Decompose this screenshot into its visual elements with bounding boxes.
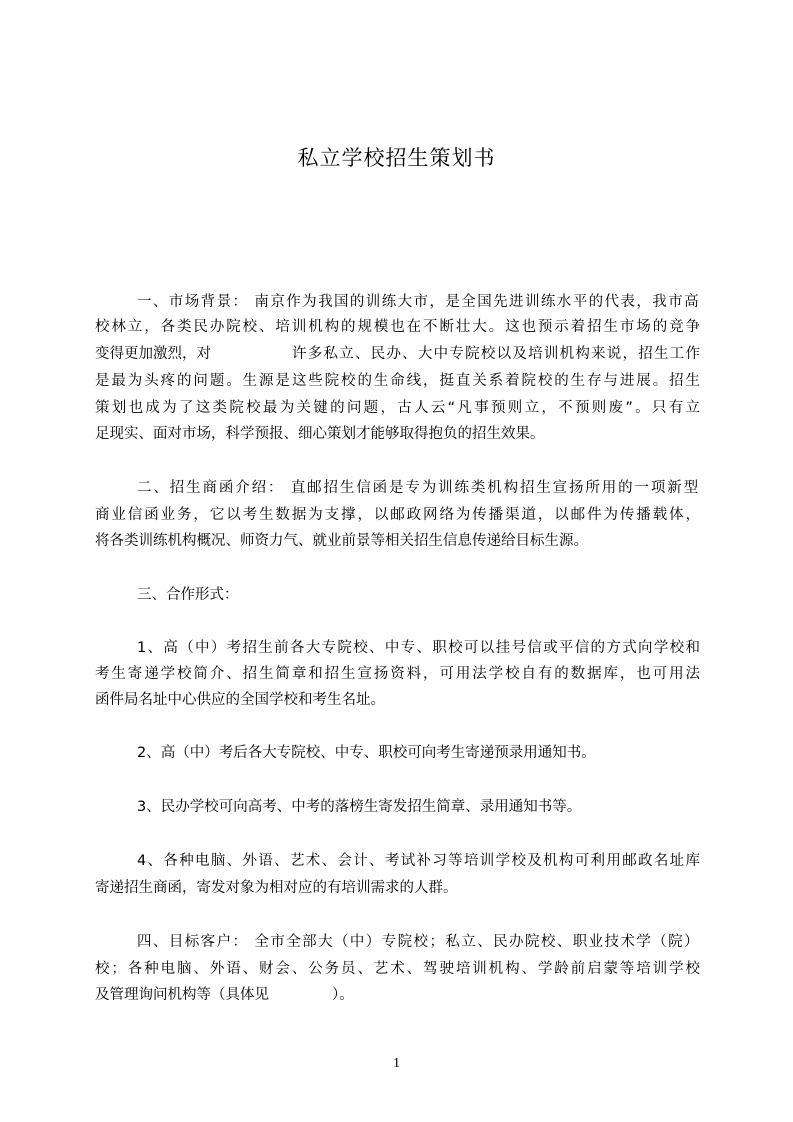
- paragraph-line: 4、各种电脑、外语、艺术、会计、考试补习等培训学校及机构可利用邮政名址库: [137, 853, 702, 869]
- paragraph-line: 是最为头疼的问题。生源是这些院校的生命线，挺直关系着院校的生存与进展。招生: [95, 373, 702, 389]
- section-heading: 三、合作形式：: [137, 587, 239, 603]
- paragraph-line: 及管理询问机构等（具体见: [95, 987, 269, 1003]
- document-title: 私立学校招生策划书: [297, 146, 496, 170]
- paragraph-line: 考生寄递学校简介、招生简章和招生宣扬资料，可用法学校自有的数据库，也可用法: [95, 666, 702, 682]
- paragraph-line: ）。: [332, 987, 354, 1003]
- paragraph-line: 商业信函业务，它以考生数据为支撑，以邮政网络为传播渠道，以邮件为传播载体，: [95, 507, 702, 523]
- paragraph-line: 变得更加激烈，对: [95, 346, 211, 362]
- paragraph-line: 函件局名址中心供应的全国学校和考生名址。: [95, 692, 385, 708]
- paragraph-line: 寄递招生商函，寄发对象为相对应的有培训需求的人群。: [95, 880, 458, 896]
- paragraph-line: 许多私立、民办、大中专院校以及培训机构来说，招生工作: [292, 346, 702, 362]
- paragraph-line: 校林立，各类民办院校、培训机构的规模也在不断壮大。这也预示着招生市场的竞争: [95, 319, 702, 335]
- paragraph-line: 足现实、面对市场，科学预报、细心策划才能够取得抱负的招生效果。: [95, 426, 545, 442]
- page-number: 1: [393, 1056, 400, 1071]
- paragraph-line: 四、目标客户： 全市全部大（中）专院校；私立、民办院校、职业技术学（院）: [137, 934, 700, 950]
- paragraph-line: 2、高（中）考后各大专院校、中专、职校可向考生寄递预录用通知书。: [137, 745, 596, 761]
- paragraph-line: 校；各种电脑、外语、财会、公务员、艺术、驾驶培训机构、学龄前启蒙等培训学校: [95, 961, 702, 977]
- paragraph-line: 一、市场背景： 南京作为我国的训练大市，是全国先进训练水平的代表，我市高: [137, 294, 700, 310]
- paragraph-line: 1、高（中）考招生前各大专院校、中专、职校可以挂号信或平信的方式向学校和: [137, 640, 702, 656]
- paragraph-line: 将各类训练机构概况、师资力气、就业前景等相关招生信息传递给目标生源。: [95, 533, 588, 549]
- paragraph-line: 策划也成为了这类院校最为关键的问题，古人云“凡事预则立，不预则废”。只有立: [95, 400, 703, 416]
- paragraph-line: 二、招生商函介绍： 直邮招生信函是专为训练类机构招生宣扬所用的一项新型: [137, 480, 700, 496]
- paragraph-line: 3、民办学校可向高考、中考的落榜生寄发招生简章、录用通知书等。: [137, 799, 582, 815]
